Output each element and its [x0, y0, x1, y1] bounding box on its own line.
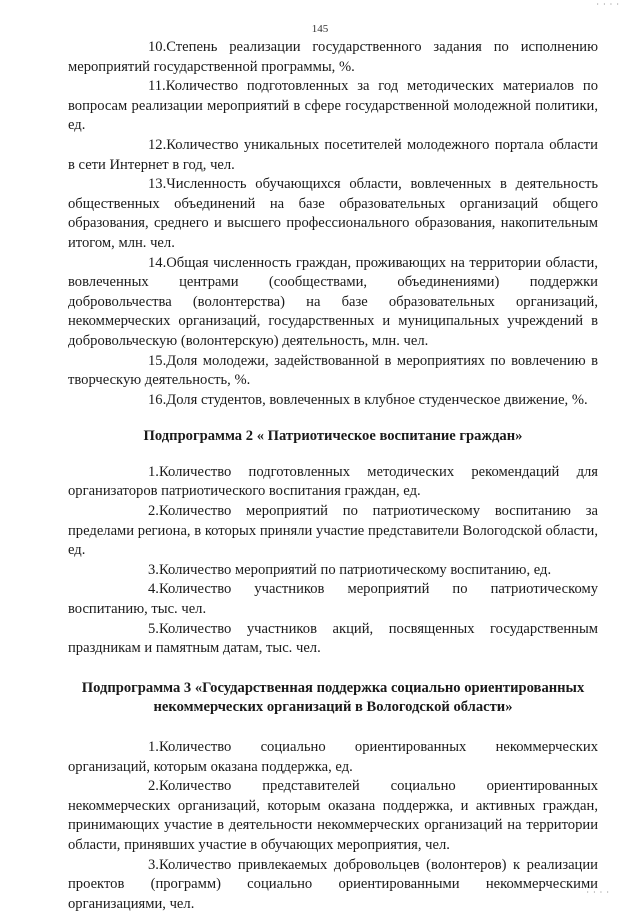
list-item [68, 580, 598, 619]
item-text: Количество привлекаемых добровольцев (волонтеров) к реализации проектов (программ) социально ориентированными некоммерческими организациями, чел. [68, 856, 598, 912]
item-number: 5. [148, 620, 159, 637]
list-item [68, 391, 598, 411]
list-item [68, 738, 598, 777]
item-number: 16. [148, 391, 167, 408]
item-text: Количество мероприятий по патриотическому воспитанию за пределами региона, в которых приняли участие представители Вологодской области, ед. [68, 503, 598, 559]
corner-mark-bottom: · · · · [586, 888, 610, 897]
item-text: Количество подготовленных методических рекомендаций для организаторов патриотического воспитания граждан, ед. [68, 463, 598, 500]
item-text: Количество мероприятий по патриотическому воспитанию, ед. [158, 561, 552, 578]
list-item [68, 77, 598, 136]
item-number: 14. [148, 254, 167, 271]
list-item [68, 136, 598, 175]
item-text: Численность обучающихся области, вовлеченных в деятельность общественных объединений на базе образовательных организаций общего образования, среднего и высшего профессионального образования, накопительным итогом, млн. чел. [68, 176, 598, 251]
corner-mark-top: · · · · [596, 0, 620, 9]
item-number: 3. [148, 856, 159, 873]
item-text: Количество участников мероприятий по патриотическому воспитанию, тыс. чел. [68, 581, 598, 618]
section1-list [68, 38, 598, 410]
item-text: Количество социально ориентированных некоммерческих организаций, которым оказана поддержка, ед. [68, 739, 598, 775]
item-number: 1. [148, 463, 159, 480]
list-item [68, 352, 598, 391]
list-item [68, 620, 598, 659]
subprogram-3-heading: Подпрограмма 3 «Государственная поддержка социально ориентированных некоммерческих организаций в Вологодской области» [81, 679, 585, 716]
item-number: 2. [148, 778, 159, 795]
item-number: 3. [148, 561, 159, 578]
item-number: 1. [148, 739, 159, 755]
item-number: 15. [148, 352, 167, 369]
list-item [68, 175, 598, 253]
item-text: Доля студентов, вовлеченных в клубное студенческое движение, %. [166, 391, 588, 408]
item-text: Количество представителей социально ориентированных некоммерческих организаций, которым оказана поддержка, и активных граждан, принимающих участие в деятельности некоммерческих организаций на территории области, принявших участие в обучающих мероприятия, чел. [68, 778, 598, 853]
item-text: Количество подготовленных за год методических материалов по вопросам реализации мероприятий в сфере государственной молодежной политики, ед. [68, 78, 598, 134]
section2-list [68, 463, 598, 659]
list-item [68, 254, 598, 352]
list-item [68, 777, 598, 855]
item-text: Количество уникальных посетителей молодежного портала области в сети Интернет в год, чел. [68, 136, 598, 173]
list-item [68, 856, 598, 914]
list-item [68, 463, 598, 502]
item-number: 2. [148, 503, 159, 520]
section3-list [68, 738, 598, 914]
item-number: 4. [148, 581, 159, 598]
item-number: 12. [148, 136, 167, 153]
subprogram-2-heading: Подпрограмма 2 « Патриотическое воспитание граждан» [143, 428, 523, 445]
list-item [68, 38, 598, 77]
item-number: 13. [148, 176, 167, 193]
list-item [68, 561, 598, 581]
item-text: Общая численность граждан, проживающих на территории области, вовлеченных центрами (сообществами, объединениями) поддержки добровольчества (волонтерства) на базе образовательных организаций, некоммерческих организаций, государственных и муниципальных учреждений в добровольческую (волонтерскую) деятельность, млн. чел. [68, 254, 598, 349]
item-number: 11. [148, 78, 166, 95]
document-body [68, 38, 598, 914]
item-text: Количество участников акций, посвященных государственным праздникам и памятным датам, тыс. чел. [68, 620, 598, 657]
item-text: Степень реализации государственного задания по исполнению мероприятий государственной программы, %. [68, 39, 598, 75]
item-number: 10. [148, 39, 167, 55]
page-number: 145 [311, 23, 329, 35]
list-item [68, 502, 598, 561]
item-text: Доля молодежи, задействованной в мероприятиях по вовлечению в творческую деятельность, %. [68, 352, 598, 389]
